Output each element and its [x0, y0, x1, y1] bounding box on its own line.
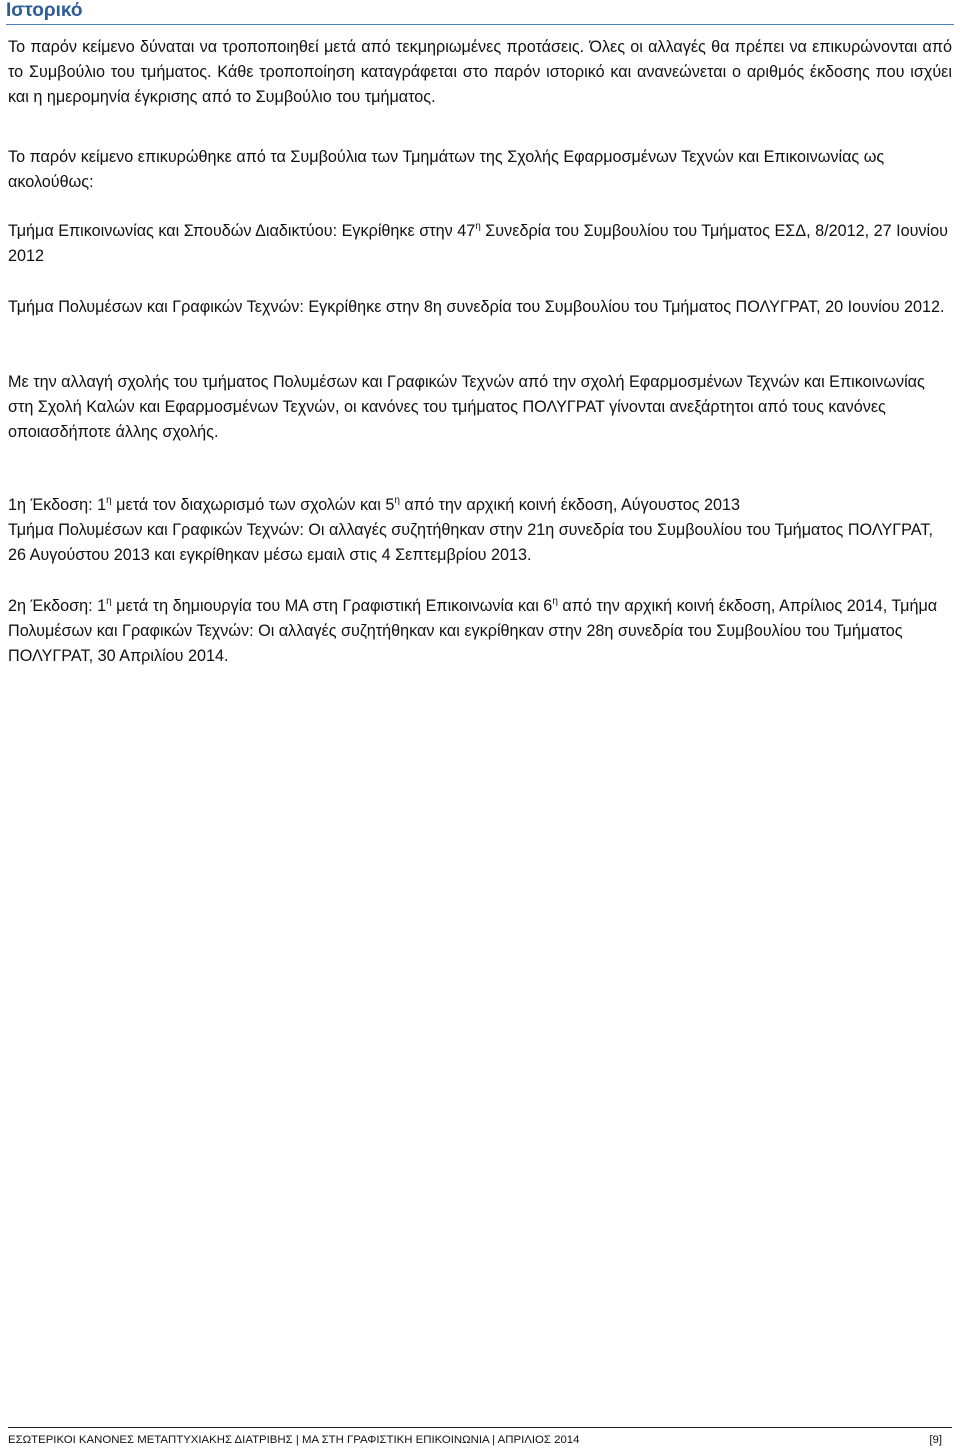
school-change-paragraph	[8, 370, 952, 445]
section-heading-text: Ιστορικό	[6, 0, 83, 21]
edition-1-part1: 1η Έκδοση: 1	[8, 496, 107, 514]
edition-1-title	[8, 493, 952, 518]
ordinal-superscript: η	[394, 494, 400, 506]
edition-1-part2: μετά τον διαχωρισμό των σχολών και 5	[111, 496, 395, 514]
edition-2-paragraph	[8, 594, 952, 669]
edition-2-part1: 2η Έκδοση: 1	[8, 597, 107, 615]
dept-multimedia-text: Τμήμα Πολυμέσων και Γραφικών Τεχνών: Εγκρίθηκε στην 8η συνεδρία του Συμβουλίου του Τμήματος ΠΟΛΥΓΡΑΤ, 20 Ιουνίου 2012.	[8, 298, 945, 316]
ordinal-superscript: η	[552, 595, 558, 607]
ordinal-superscript: η	[106, 494, 112, 506]
school-change-text: Με την αλλαγή σχολής του τμήματος Πολυμέσων και Γραφικών Τεχνών από την σχολή Εφαρμοσμένων Τεχνών και Επικοινωνίας στη Σχολή Καλών και Εφαρμοσμένων Τεχνών, οι κανόνες του τμήματος ΠΟΛΥΓΡΑΤ γίνονται ανεξάρτητοι από τους κανόνες οποιασδήποτε άλλης σχολής.	[8, 373, 925, 441]
page-number: [9]	[929, 1434, 942, 1446]
ratified-paragraph	[8, 145, 952, 195]
dept-internet-text	[8, 219, 952, 269]
edition-1-paragraph	[8, 493, 952, 568]
ordinal-superscript: η	[475, 220, 481, 232]
dept-internet-paragraph	[8, 219, 952, 269]
section-heading	[6, 0, 954, 25]
intro-paragraph	[8, 35, 952, 110]
intro-text: Το παρόν κείμενο δύναται να τροποποιηθεί μετά από τεκμηριωμένες προτάσεις. Όλες οι αλλαγές θα πρέπει να επικυρώνονται από το Συμβούλιο του τμήματος. Κάθε τροποποίηση καταγράφεται στο παρόν ιστορικό και ανανεώνεται ο αριθμός έκδοσης που ισχύει και η ημερομηνία έγκρισης από το Συμβούλιο του τμήματος.	[8, 38, 952, 106]
edition-2-part3: από την αρχική κοινή έκδοση, Απρίλιος 2014, Τμήμα Πολυμέσων και Γραφικών Τεχνών: Οι αλλαγές συζητήθηκαν και εγκρίθηκαν στην 28η συνεδρία του Συμβουλίου του Τμήματος ΠΟΛΥΓΡΑΤ, 30 Απριλίου 2014.	[8, 597, 938, 665]
page-footer	[8, 1427, 952, 1447]
footer-text: ΕΣΩΤΕΡΙΚΟΙ ΚΑΝΟΝΕΣ ΜΕΤΑΠΤΥΧΙΑΚΗΣ ΔΙΑΤΡΙΒΗΣ | ΜΑ ΣΤΗ ΓΡΑΦΙΣΤΙΚΗ ΕΠΙΚΟΙΝΩΝΙΑ | ΑΠΡΙΛΙΟΣ 2014	[8, 1434, 580, 1446]
edition-1-part3: από την αρχική κοινή έκδοση, Αύγουστος 2013	[399, 496, 741, 514]
edition-1-details: Τμήμα Πολυμέσων και Γραφικών Τεχνών: Οι αλλαγές συζητήθηκαν στην 21η συνεδρία του Συμβουλίου του Τμήματος ΠΟΛΥΓΡΑΤ, 26 Αυγούστου 2013 και εγκρίθηκαν μέσω εμαιλ στις 4 Σεπτεμβρίου 2013.	[8, 521, 933, 564]
ordinal-superscript: η	[106, 595, 112, 607]
edition-2-part2: μετά τη δημιουργία του ΜΑ στη Γραφιστική Επικοινωνία και 6	[111, 597, 553, 615]
dept-internet-text-end: Συνεδρία του Συμβουλίου του Τμήματος ΕΣΔ, 8/2012, 27 Ιουνίου 2012	[8, 222, 948, 265]
dept-internet-text-start: Τμήμα Επικοινωνίας και Σπουδών Διαδικτύου: Εγκρίθηκε στην 47	[8, 222, 476, 240]
ratified-text: Το παρόν κείμενο επικυρώθηκε από τα Συμβούλια των Τμημάτων της Σχολής Εφαρμοσμένων Τεχνών και Επικοινωνίας ως ακολούθως:	[8, 148, 885, 191]
dept-multimedia-paragraph	[8, 295, 952, 320]
edition-2-text	[8, 594, 952, 669]
